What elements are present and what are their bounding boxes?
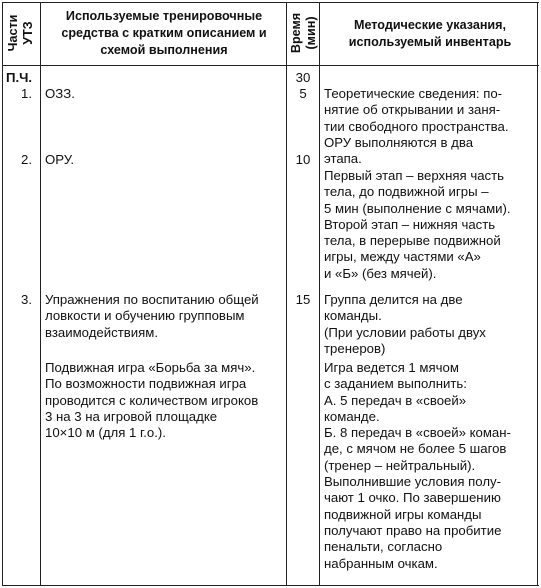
row-time: 15 (295, 292, 311, 307)
table-border-bottom (2, 585, 539, 586)
section-label: П.Ч. (6, 70, 33, 85)
row-number: 3. (21, 292, 32, 307)
section-time: 30 (295, 70, 311, 85)
column-divider (40, 2, 41, 586)
header-method: Методические указания, используемый инвентарь (348, 18, 512, 49)
row-time: 10 (295, 152, 311, 167)
method-text: Первый этап – верхняя часть тела, до подвижной игры – 5 мин (выполнение с мячами). Второй этап – нижняя часть тела, в перерыве подвижной игры, между частями «А» и «Б» (без мячей). (324, 168, 511, 281)
game-rules: Игра ведется 1 мячом с заданием выполнить: А. 5 передач в «своей» команде. Б. 8 передач в «своей» коман- де, с мячом не более 5 шагов (тренер – нейтральный). Выполнившие условия полу- чают 1 очко. По завершению подвижной игры команды получают право на пробитие пенальти, согласно набранным очкам. (324, 360, 511, 571)
header-parts: Части УТЗ (6, 14, 35, 52)
row-time: 5 (299, 86, 307, 101)
method-text: Теоретические сведения: по- нятие об открывании и заня- тии свободного пространства. ОРУ выполняются в два этапа. (324, 86, 509, 167)
column-divider (286, 2, 287, 586)
game-description: Подвижная игра «Борьба за мяч». По возможности подвижная игра проводится с количеством игроков 3 на 3 на игровой площадке 10×10 м (для 1 г.о.). (45, 360, 259, 441)
header-exercises: Используемые тренировочные средства с кратким описанием и схемой выполнения (61, 9, 267, 57)
header-time: Время (мин) (289, 12, 318, 54)
header-divider (2, 65, 539, 66)
table-border-right (537, 2, 538, 586)
exercise-text: ОЗЗ. (45, 86, 75, 101)
exercise-text: ОРУ. (45, 152, 75, 167)
table-border-left (2, 2, 3, 586)
row-number: 1. (21, 86, 32, 101)
row-number: 2. (21, 152, 32, 167)
table-border-top (2, 2, 539, 3)
exercise-text: Упражнения по воспитанию общей ловкости и обучению групповым взаимодействиям. (45, 292, 259, 340)
column-divider (319, 2, 320, 586)
method-text: Группа делится на две команды. (При условии работы двух тренеров) (324, 292, 486, 356)
